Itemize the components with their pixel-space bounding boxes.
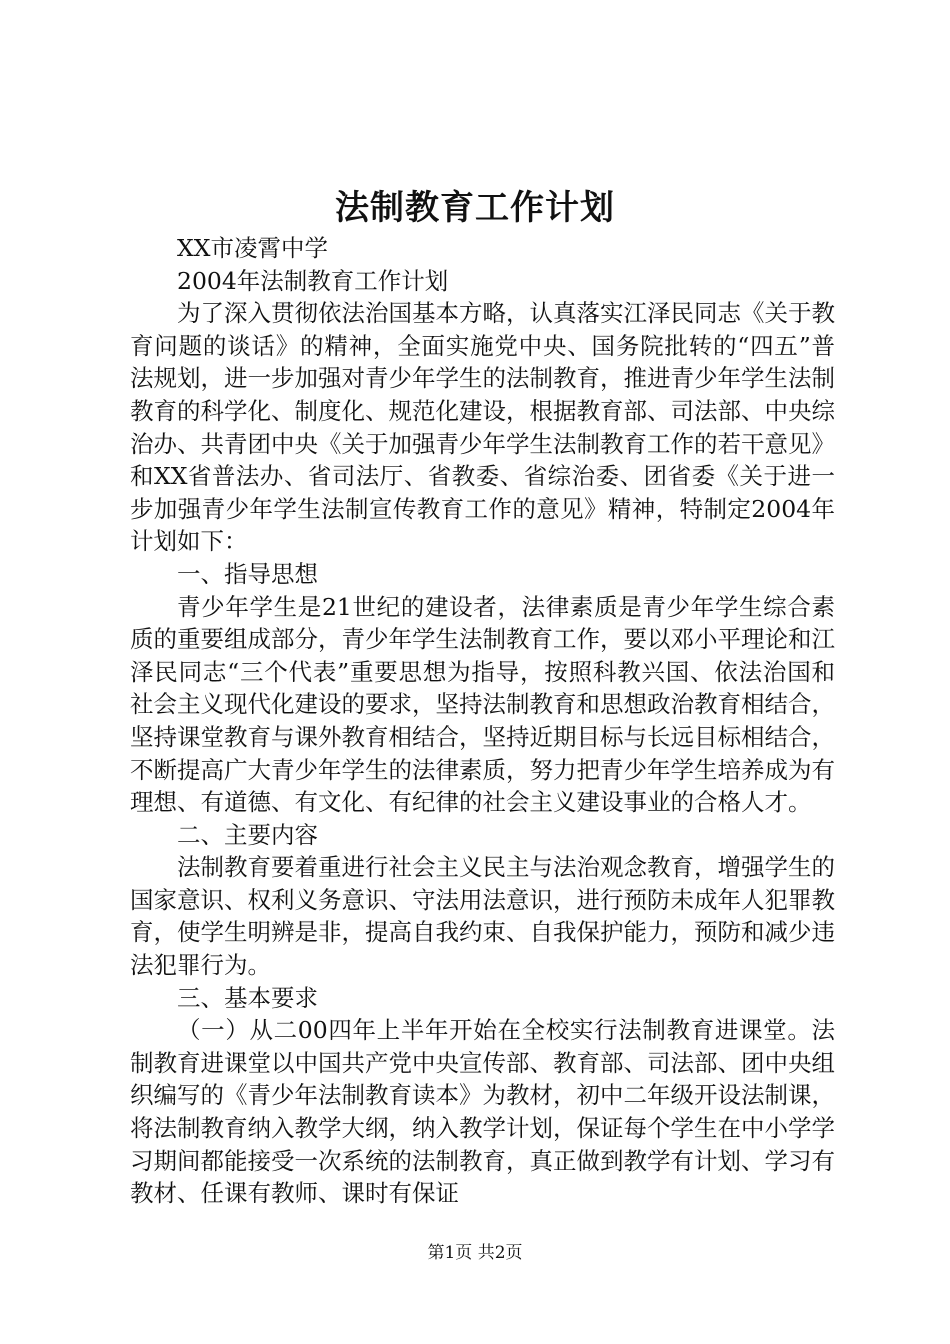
school-name: XX市凌霄中学: [177, 234, 328, 262]
document-body: [130, 232, 835, 1210]
section-body-basic-requirements: （一）从二00四年上半年开始在全校实行法制教育进课堂。法制教育进课堂以中国共产党中央宣传部、教育部、司法部、团中央组织编写的《青少年法制教育读本》为教材，初中二年级开设法制课，将法制教育纳入教学大纲，纳入教学计划，保证每个学生在中小学学习期间都能接受一次系统的法制教育，真正做到教学有计划、学习有教材、任课有教师、课时有保证: [130, 1016, 835, 1208]
document-title: 法制教育工作计划: [335, 188, 615, 228]
section-heading-guiding-ideology: 一、指导思想: [177, 559, 318, 588]
document-subtitle: 2004年法制教育工作计划: [177, 266, 449, 295]
section-heading-basic-requirements: 三、基本要求: [177, 983, 318, 1012]
page-number-footer: 第1页 共2页: [427, 1243, 523, 1263]
section-body-main-content: 法制教育要着重进行社会主义民主与法治观念教育，增强学生的国家意识、权利义务意识、守法用法意识，进行预防未成年人犯罪教育，使学生明辨是非，提高自我约束、自我保护能力，预防和减少违法犯罪行为。: [130, 853, 835, 980]
intro-paragraph: 为了深入贯彻依法治国基本方略，认真落实江泽民同志《关于教育问题的谈话》的精神，全面实施党中央、国务院批转的“四五”普法规划，进一步加强对青少年学生的法制教育，推进青少年学生法制教育的科学化、制度化、规范化建设，根据教育部、司法部、中央综治办、共青团中央《关于加强青少年学生法制教育工作的若干意见》和XX省普法办、省司法厅、省教委、省综治委、团省委《关于进一步加强青少年学生法制宣传教育工作的意见》精神，特制定2004年计划如下：: [130, 299, 835, 556]
section-heading-main-content: 二、主要内容: [177, 820, 318, 849]
section-body-guiding-ideology: 青少年学生是21世纪的建设者，法律素质是青少年学生综合素质的重要组成部分，青少年学生法制教育工作，要以邓小平理论和江泽民同志“三个代表”重要思想为指导，按照科教兴国、依法治国和社会主义现代化建设的要求，坚持法制教育和思想政治教育相结合，坚持课堂教育与课外教育相结合，坚持近期目标与长远目标相结合，不断提高广大青少年学生的法律素质，努力把青少年学生培养成为有理想、有道德、有文化、有纪律的社会主义建设事业的合格人才。: [130, 592, 835, 817]
